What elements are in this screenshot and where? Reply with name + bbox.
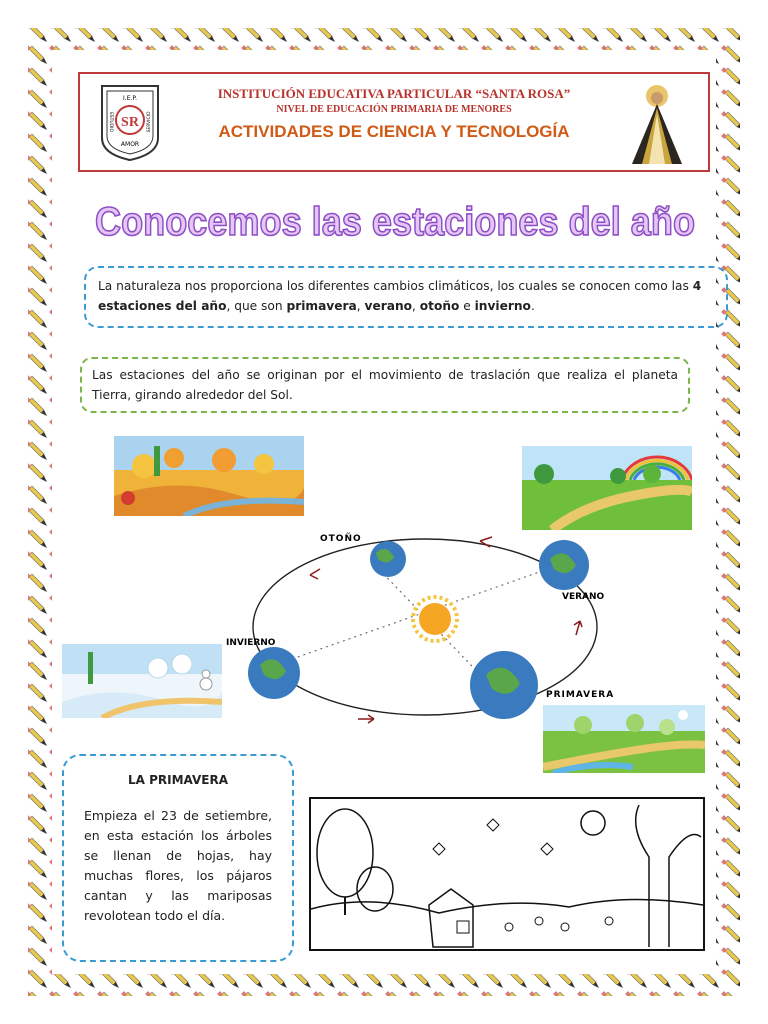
spring-description: Empieza el 23 de setiembre, en esta estación los árboles se llenan de hojas, hay muchas flores, los pájaros cantan y las mariposas revolotean todo el día. [84, 808, 272, 923]
sun [413, 597, 457, 641]
education-level: NIVEL DE EDUCACIÓN PRIMARIA DE MENORES [276, 104, 512, 115]
intro-sep-2: , [412, 299, 420, 313]
intro-end: . [530, 299, 535, 313]
intro-sep-1: , [356, 299, 365, 313]
season-summer-word: verano [364, 299, 412, 313]
label-summer: VERANO [562, 592, 605, 602]
activity-title: ACTIVIDADES DE CIENCIA Y TECNOLOGÍA [218, 122, 570, 141]
seal-bottom: AMOR [120, 141, 140, 148]
spring-title: LA PRIMAVERA [127, 773, 229, 787]
institution-name: INSTITUCIÓN EDUCATIVA PARTICULAR “SANTA ROSA” [217, 86, 571, 101]
intro-text-1: La naturaleza nos proporciona los diferentes cambios climáticos, los cuales se conocen como las [98, 279, 693, 293]
season-spring-word: primavera [286, 299, 357, 313]
winter-landscape-image [62, 644, 222, 718]
label-winter: INVIERNO [226, 638, 276, 648]
saint-image [618, 80, 696, 166]
season-winter-word: invierno [474, 299, 531, 313]
autumn-landscape-image [114, 436, 304, 516]
seal-right: SERVICIO [147, 111, 152, 133]
spring-coloring-drawing [309, 797, 705, 951]
origin-paragraph: Las estaciones del año se originan por el movimiento de traslación que realiza el planeta Tierra, girando alrededor del Sol. [80, 357, 690, 413]
seal-center: SR [121, 115, 139, 130]
spring-info-box [62, 754, 294, 962]
intro-sep-3: e [459, 299, 475, 313]
label-autumn: OTOÑO [320, 534, 362, 544]
season-autumn-word: otoño [419, 299, 460, 313]
earth-autumn [370, 541, 406, 577]
earth-winter [248, 647, 300, 699]
intro-paragraph [84, 266, 728, 328]
earth-orbit-diagram [220, 525, 630, 735]
seal-left: ESTUDIO [108, 111, 113, 133]
school-header [78, 72, 710, 172]
intro-text-2: , que son [226, 299, 287, 313]
summer-landscape-image [522, 446, 692, 530]
earth-spring [470, 651, 538, 719]
intro-bold-seasons: 4 estaciones del año [98, 279, 702, 313]
earth-summer [539, 540, 589, 590]
label-spring: PRIMAVERA [546, 690, 615, 700]
page-title [90, 190, 700, 250]
svg-text:Conocemos las estaciones de: Conocemos las estaciones del año [95, 200, 695, 244]
seal-top: I.E.P. [123, 95, 137, 102]
